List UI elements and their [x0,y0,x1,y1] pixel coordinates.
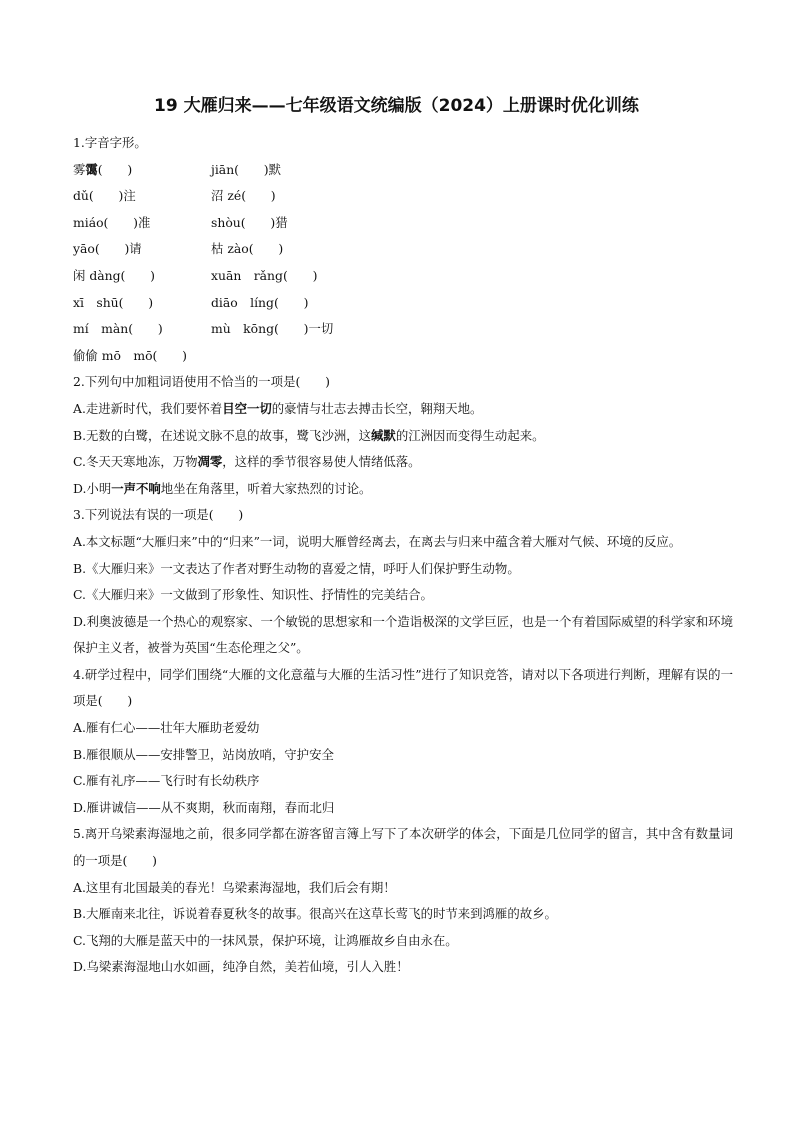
q1-row [73,157,733,184]
q3-option-c: C.《大雁归来》一文做到了形象性、知识性、抒情性的完美结合。 [73,587,433,603]
q1-row [73,263,733,290]
q1-row [73,183,733,210]
q5-option-a: A.这里有北国最美的春光！乌梁素海湿地，我们后会有期！ [73,879,396,895]
q5-stem: 5.离开乌梁素海湿地之前，很多同学都在游客留言簿上写下了本次研学的体会，下面是几位同学的留言，其中含有数量词的一项是( ) [73,826,733,869]
q1-item: diāo líng( ) [211,294,309,310]
q4-option-a: A.雁有仁心——壮年大雁助老爱幼 [73,720,260,736]
q1-item: 枯 zào( ) [211,241,284,257]
q4-option-c: C.雁有礼序——飞行时有长幼秩序 [73,773,260,789]
q1-item: mù kōng( )一切 [211,321,334,337]
q1-stem: 1.字音字形。 [73,135,147,150]
exercise-content [73,130,733,981]
q1-item: 偷偷 mō mō( ) [73,347,187,363]
q1-item: xuān rǎng( ) [211,267,318,283]
q1-row [73,210,733,237]
q1-item: miáo( )准 [73,214,151,230]
q5-option-d: D.乌梁素海湿地山水如画，纯净自然，美若仙境，引人入胜！ [73,959,409,975]
q4-stem: 4.研学过程中，同学们围绕“大雁的文化意蕴与大雁的生活习性”进行了知识竞答，请对以下各项进行判断，理解有误的一项是( ) [73,666,733,709]
q1-item: 闲 dàng( ) [73,267,156,283]
q3-option-d: D.利奥波德是一个热心的观察家、一个敏锐的思想家和一个造诣极深的文学巨匠，也是一个有着国际威望的科学家和环境保护主义者，被誉为英国“生态伦理之父”。 [73,613,733,656]
q1-item: mí màn( ) [73,321,163,337]
q3-option-a: A.本文标题“大雁归来”中的“归来”一词，说明大雁曾经离去，在离去与归来中蕴含着大雁对气候、环境的反应。 [73,533,682,549]
q4-option-d: D.雁讲诚信——从不爽期，秋而南翔，春而北归 [73,799,335,815]
page-title: 19 大雁归来——七年级语文统编版（2024）上册课时优化训练 [154,96,639,116]
q2-stem: 2.下列句中加粗词语使用不恰当的一项是( ) [73,374,330,390]
q1-row [73,290,733,317]
q2-option-c: C.冬天天寒地冻，万物凋零，这样的季节很容易使人情绪低落。 [73,454,421,470]
q3-stem: 3.下列说法有误的一项是( ) [73,507,244,523]
q2-option-a: A.走进新时代，我们要怀着目空一切的豪情与壮志去搏击长空，翱翔天地。 [73,400,483,416]
q4-option-b: B.雁很顺从——安排警卫，站岗放哨，守护安全 [73,746,334,762]
q5-option-b: B.大雁南来北往，诉说着春夏秋冬的故事。很高兴在这草长莺飞的时节来到鸿雁的故乡。 [73,906,557,922]
q3-option-b: B.《大雁归来》一文表达了作者对野生动物的喜爱之情，呼吁人们保护野生动物。 [73,560,520,576]
q1-item: yāo( )请 [73,241,142,257]
q1-item: dǔ( )注 [73,188,136,204]
q1-item: xī shū( ) [73,294,154,310]
q1-item: 雾霭( ) [73,161,133,177]
q2-option-d: D.小明一声不响地坐在角落里，听着大家热烈的讨论。 [73,480,372,496]
q1-row [73,236,733,263]
q1-item: shòu( )猎 [211,214,288,230]
q1-item: jiān( )默 [211,161,282,177]
q1-item: 沼 zé( ) [211,188,276,204]
q1-row [73,316,733,343]
q2-option-b: B.无数的白鹭，在述说文脉不息的故事，鹭飞沙洲，这缄默的江洲因而变得生动起来。 [73,427,545,443]
q5-option-c: C.飞翔的大雁是蓝天中的一抹风景，保护环境，让鸿雁故乡自由永在。 [73,932,458,948]
